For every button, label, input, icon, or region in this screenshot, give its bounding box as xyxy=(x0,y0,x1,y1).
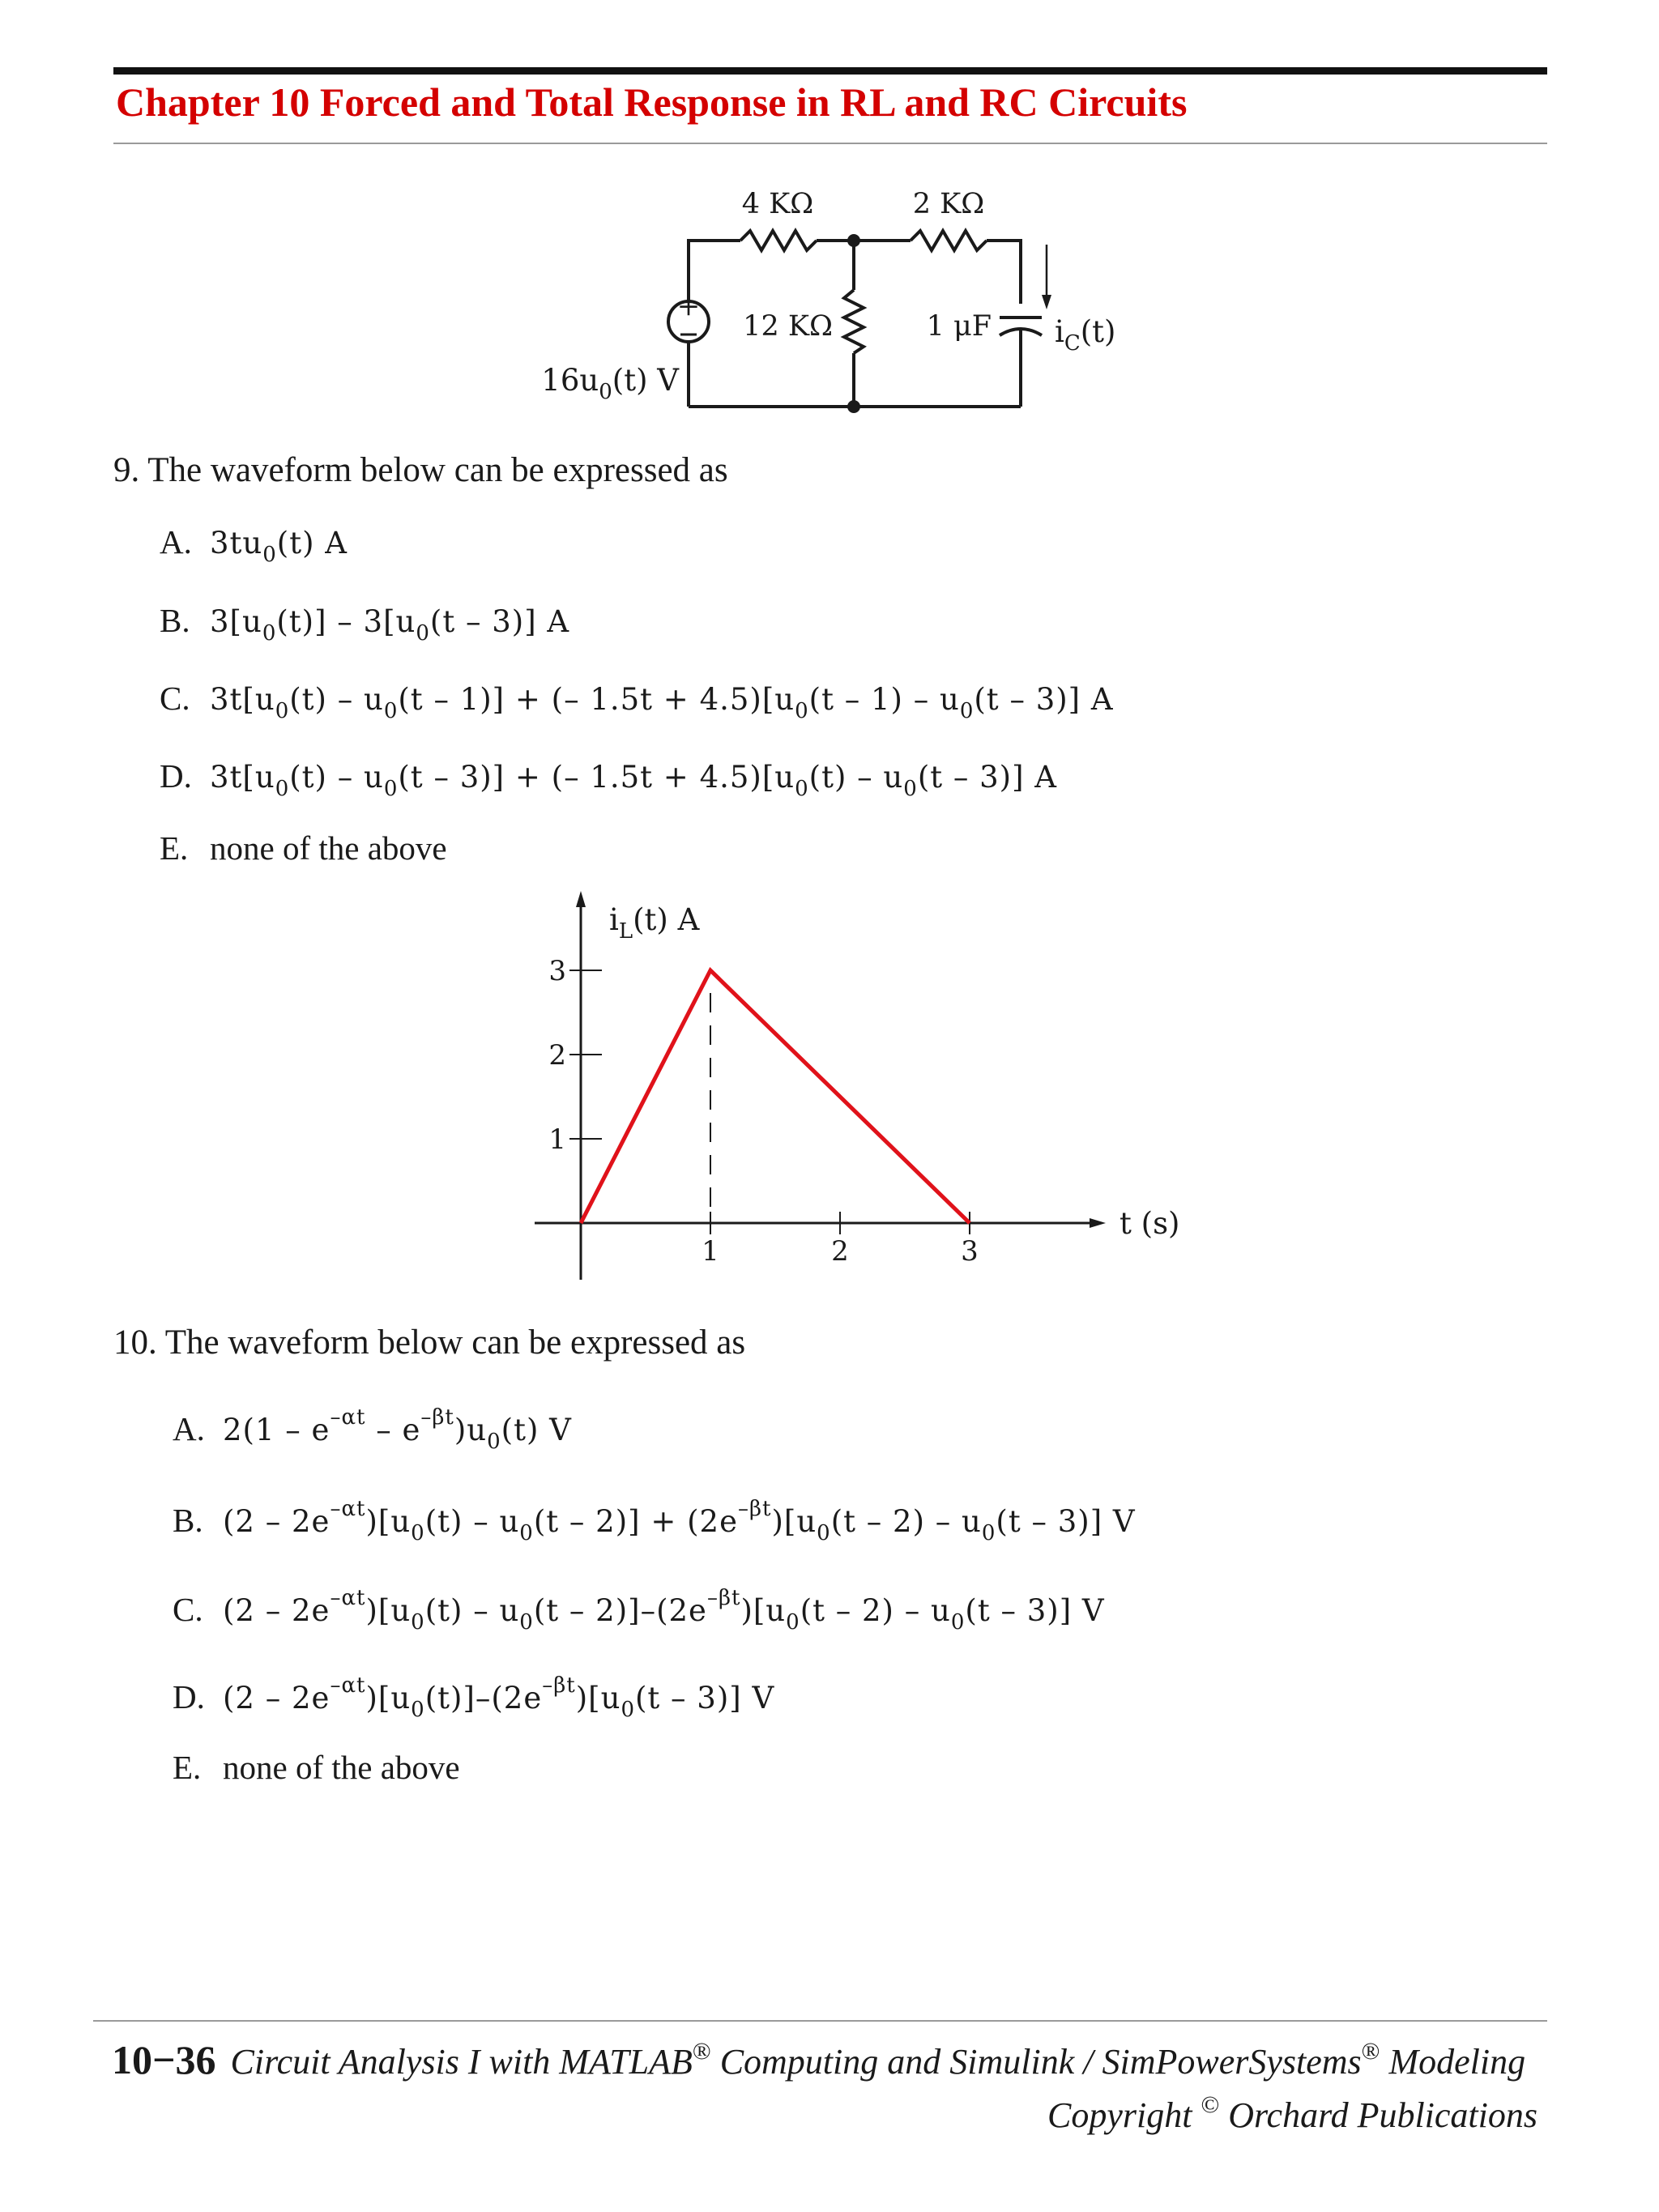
chapter-title: Chapter 10 Forced and Total Response in RL and RC Circuits xyxy=(116,79,1188,125)
question-9 xyxy=(113,450,728,490)
question-10 xyxy=(113,1323,745,1362)
q10-option-a-expr: $2(1 - e^{-\alpha t} - e^{-\beta t})u_0(t)$ V xyxy=(223,1405,572,1454)
r3-label: 12 KΩ xyxy=(743,310,833,343)
resistor-2k xyxy=(911,231,987,250)
y-tick-label-2: 2 xyxy=(548,1039,566,1072)
q10-option-c-expr: $(2 - 2e^{-\alpha t})[u_0(t) - u_0(t - 2)]-(2e^{-\beta t})[u_0(t - 2) - u_0(t - 3)]$ V xyxy=(223,1586,1105,1634)
current-arrow-head xyxy=(1042,295,1051,309)
junction-top xyxy=(847,234,860,247)
x-tick-label-2: 2 xyxy=(831,1235,849,1268)
footer-title: 10−36 Circuit Analysis I with MATLAB® Computing and Simulink / SimPowerSystems® Modeling xyxy=(112,2037,1526,2082)
q9-option-d[interactable]: D. $3t[u_0(t) - u_0(t - 3)]$ + (– $1.5t + 4.5)[u_0(t) - u_0(t - 3)]$ A xyxy=(160,757,1058,801)
q10-option-d[interactable]: D. $(2 - 2e^{-\alpha t})[u_0(t)]-(2e^{-\beta t})[u_0(t - 3)]$ V xyxy=(173,1673,775,1722)
y-tick-label-1: 1 xyxy=(548,1123,566,1156)
q9-option-c-expr: $3t[u_0(t) - u_0(t - 1)]$ + (– $1.5t + 4.5)[u_0(t - 1) - u_0(t - 3)]$ A xyxy=(210,682,1114,723)
x-tick-label-1: 1 xyxy=(702,1235,719,1268)
question-10-text: The waveform below can be expressed as xyxy=(164,1323,746,1362)
q10-option-e[interactable]: E. none of the above xyxy=(173,1749,460,1786)
current-label: $i_C(t)$ xyxy=(1055,314,1116,356)
page-number: 10−36 xyxy=(112,2037,216,2082)
y-axis-label: $i_L(t)$ A xyxy=(609,902,700,944)
q10-option-d-expr: $(2 - 2e^{-\alpha t})[u_0(t)]-(2e^{-\beta t})[u_0(t - 3)]$ V xyxy=(223,1673,775,1722)
resistor-4k xyxy=(740,231,817,250)
y-tick-label-3: 3 xyxy=(548,955,566,987)
resistor-12k xyxy=(844,290,864,353)
junction-bottom xyxy=(847,400,860,413)
q10-option-c[interactable]: C. $(2 - 2e^{-\alpha t})[u_0(t) - u_0(t - 2)]-(2e^{-\beta t})[u_0(t - 2) - u_0(t - 3)]$ V xyxy=(173,1586,1105,1634)
question-9-text: The waveform below can be expressed as xyxy=(147,451,728,489)
q9-option-b[interactable]: B. $3[u_0(t)] - 3[u_0(t - 3)]$ A xyxy=(160,602,570,646)
x-axis-arrow xyxy=(1090,1218,1106,1228)
q9-option-a-expr: $3tu_0(t)$ A xyxy=(210,526,348,567)
x-axis-label: t (s) xyxy=(1120,1206,1180,1241)
wire-top-right xyxy=(987,241,1021,304)
cap-label: 1 μF xyxy=(926,310,992,343)
q9-option-c[interactable]: C. $3t[u_0(t) - u_0(t - 1)]$ + (– $1.5t + 4.5)[u_0(t - 1) - u_0(t - 3)]$ A xyxy=(160,680,1114,723)
waveform-chart xyxy=(0,883,1659,1304)
q9-option-a[interactable]: A. $3tu_0(t)$ A xyxy=(160,523,348,567)
source-plus-sign: + xyxy=(676,290,701,322)
footer-copyright: Copyright © Orchard Publications xyxy=(1047,2091,1537,2135)
circuit-diagram xyxy=(0,0,1659,454)
r1-label: 4 KΩ xyxy=(741,188,814,220)
q9-option-e[interactable]: E. none of the above xyxy=(160,829,447,867)
question-10-number: 10. xyxy=(113,1323,157,1362)
x-tick-label-3: 3 xyxy=(961,1235,979,1268)
question-9-number: 9. xyxy=(113,451,140,489)
q10-option-a[interactable]: A. $2(1 - e^{-\alpha t} - e^{-\beta t})u_0(t)$ V xyxy=(173,1405,572,1454)
q10-option-b[interactable]: B. $(2 - 2e^{-\alpha t})[u_0(t) - u_0(t - 2)] + (2e^{-\beta t})[u_0(t - 2) - u_0(t - 3)]$ V xyxy=(173,1497,1136,1545)
source-label: $16u_0(t)$ V xyxy=(541,363,679,404)
q9-option-b-expr: $3[u_0(t)] - 3[u_0(t - 3)]$ A xyxy=(210,604,570,646)
waveform-line xyxy=(581,970,970,1223)
y-axis-arrow xyxy=(576,891,586,907)
r2-label: 2 KΩ xyxy=(912,188,985,220)
q10-option-b-expr: $(2 - 2e^{-\alpha t})[u_0(t) - u_0(t - 2)] + (2e^{-\beta t})[u_0(t - 2) - u_0(t - 3)]$ V xyxy=(223,1497,1136,1545)
q9-option-d-expr: $3t[u_0(t) - u_0(t - 3)]$ + (– $1.5t + 4.5)[u_0(t) - u_0(t - 3)]$ A xyxy=(210,760,1058,801)
footer-rule xyxy=(93,2020,1547,2022)
